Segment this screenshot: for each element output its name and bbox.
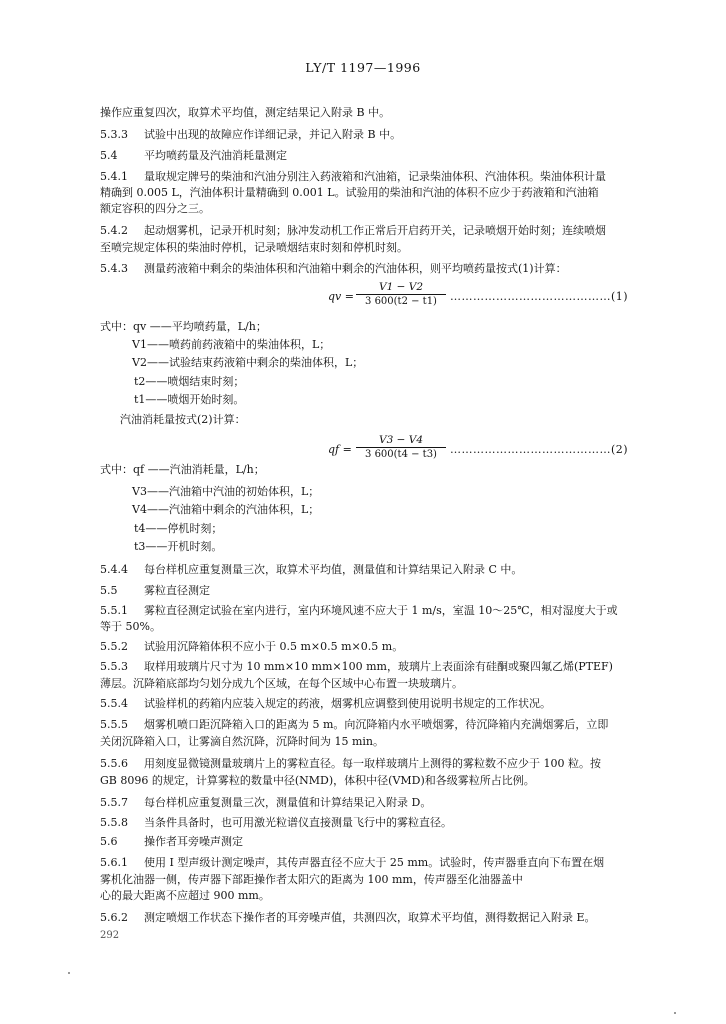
clause-line [100, 149, 287, 163]
clause-number: 5.5.5 [100, 718, 128, 731]
formula-1-tag: ……………………………………(1) [450, 290, 629, 303]
clause-line [100, 584, 210, 598]
line-text: 试验用沉降箱体积不应小于 0.5 m×0.5 m×0.5 m。 [144, 640, 404, 653]
clause-line [100, 911, 596, 925]
text-line [134, 522, 222, 536]
clause-number: 5.5.1 [100, 604, 128, 617]
clause-number: 5.5 [100, 584, 118, 597]
formula-1-denominator: 3 600(t2 − t1) [365, 296, 437, 307]
clause-line [100, 856, 604, 870]
text-line [134, 393, 244, 407]
line-text: 烟雾机喷口距沉降箱入口的距离为 5 m。向沉降箱内水平喷烟雾，待沉降箱内充满烟雾后，立即 [144, 718, 609, 731]
clause-number: 5.4.2 [100, 224, 128, 237]
clause-line [100, 660, 613, 674]
clause-number: 5.5.2 [100, 640, 128, 653]
line-text: 起动烟雾机，记录开机时刻；脉冲发动机工作正常后开启药开关，记录喷烟开始时刻；连续喷烟 [144, 224, 606, 237]
clause-number: 5.5.7 [100, 796, 128, 809]
text-line [100, 620, 161, 634]
clause-number: 5.4.1 [100, 170, 128, 183]
clause-number: 5.5.8 [100, 816, 128, 829]
clause-number: 5.4 [100, 149, 118, 162]
text-line [100, 774, 535, 788]
line-text: 试验样机的药箱内应装入规定的药液，烟雾机应调整到使用说明书规定的工作状况。 [144, 697, 551, 710]
clause-line [100, 835, 243, 849]
line-text: 操作者耳旁噪声测定 [144, 835, 243, 848]
line-text: 当条件具备时，也可用激光粒谱仪直接测量飞行中的雾粒直径。 [144, 816, 452, 829]
clause-line [100, 718, 608, 732]
text-line [100, 202, 210, 216]
text-line [132, 356, 363, 370]
clause-line [100, 224, 606, 238]
line-text: 雾粒直径测定 [144, 584, 210, 597]
clause-number: 5.5.4 [100, 697, 128, 710]
line-text: 雾粒直径测定试验在室内进行，室内环境风速不应大于 1 m/s，室温 10～25℃，相对湿度大于或 [144, 604, 618, 617]
clause-number: 5.4.4 [100, 563, 128, 576]
formula-1-numerator: V1 − V2 [356, 281, 446, 295]
text-line [100, 241, 408, 255]
text-line [100, 735, 384, 749]
line-text: 试验中出现的故障应作详细记录，并记入附录 B 中。 [144, 128, 402, 141]
clause-line [100, 757, 601, 771]
line-text: 心的最大距离不应超过 900 mm。 [100, 889, 270, 902]
text-line [134, 540, 222, 554]
clause-number: 5.5.6 [100, 757, 128, 770]
clause-number: 5.6 [100, 835, 118, 848]
text-line [100, 873, 523, 887]
text-line [132, 338, 330, 352]
line-text: V3——汽油箱中汽油的初始体积，L； [132, 485, 320, 498]
line-text: 测定喷烟工作状态下操作者的耳旁噪声值，共测四次，取算术平均值，测得数据记入附录 E。 [144, 911, 596, 924]
line-text: GB 8096 的规定，计算雾粒的数量中径(NMD)，体积中径(VMD)和各级雾粒所占比例。 [100, 774, 535, 787]
text-line [100, 106, 390, 120]
line-text: 至喷完规定体积的柴油时停机，记录喷烟结束时刻和停机时刻。 [100, 241, 408, 254]
line-text: 精确到 0.005 L，汽油体积计量精确到 0.001 L。试验用的柴油和汽油的体积不应少于药液箱和汽油箱 [100, 186, 599, 199]
clause-line [100, 563, 522, 577]
line-text: 量取规定牌号的柴油和汽油分别注入药液箱和汽油箱，记录柴油体积、汽油体积。柴油体积计量 [144, 170, 606, 183]
page-number: 292 [100, 930, 120, 941]
clause-number: 5.3.3 [100, 128, 128, 141]
line-text: 取样用玻璃片尺寸为 10 mm×10 mm×100 mm，玻璃片上表面涂有硅酮或聚四氟乙烯(PTEF) [144, 660, 613, 673]
line-text: 关闭沉降箱入口，让雾滴自然沉降，沉降时间为 15 min。 [100, 735, 385, 748]
text-line [100, 186, 599, 200]
line-text: 测量药液箱中剩余的柴油体积和汽油箱中剩余的汽油体积，则平均喷药量按式(1)计算： [144, 262, 567, 275]
line-text: 操作应重复四次，取算术平均值，测定结果记入附录 B 中。 [100, 106, 391, 119]
clause-line [100, 262, 567, 276]
line-text: 额定容积的四分之三。 [100, 202, 210, 215]
clause-number: 5.4.3 [100, 262, 128, 275]
line-text: V1——喷药前药液箱中的柴油体积，L； [132, 338, 331, 351]
line-text: V2——试验结束药液箱中剩余的柴油体积，L； [132, 356, 364, 369]
formula-2-lhs: qf = [328, 443, 352, 456]
line-text: t2——喷烟结束时刻； [134, 375, 245, 388]
line-text: 等于 50%。 [100, 620, 161, 633]
scan-speck [674, 1012, 676, 1014]
text-line [100, 320, 267, 334]
clause-line [100, 796, 431, 810]
standard-header: LY/T 1197—1996 [305, 60, 421, 75]
clause-line [100, 604, 618, 618]
line-text: 平均喷药量及汽油消耗量测定 [144, 149, 287, 162]
formula-2-numerator: V3 − V4 [356, 434, 446, 448]
clause-line [100, 170, 606, 184]
line-text: t4——停机时刻； [134, 522, 223, 535]
formula-1-lhs: qv = [328, 290, 354, 303]
line-text: V4——汽油箱中剩余的汽油体积，L； [132, 503, 320, 516]
line-text: t1——喷烟开始时刻。 [134, 393, 245, 406]
text-line [100, 889, 270, 903]
line-text: 式中：qv ——平均喷药量，L/h； [100, 320, 267, 333]
text-line [100, 463, 265, 477]
line-text: 每台样机应重复测量三次，取算术平均值，测量值和计算结果记入附录 C 中。 [144, 563, 523, 576]
text-line [132, 485, 319, 499]
clause-line [100, 697, 551, 711]
line-text: 薄层。沉降箱底部均匀划分成九个区域，在每个区域中心布置一块玻璃片。 [100, 677, 463, 690]
line-text: 用刻度显微镜测量玻璃片上的雾粒直径。每一取样玻璃片上测得的雾粒数不应少于 100 粒。按 [144, 757, 601, 770]
text-line [132, 503, 319, 517]
scan-speck [68, 972, 70, 974]
line-text: 每台样机应重复测量三次，测量值和计算结果记入附录 D。 [144, 796, 432, 809]
formula-1-fraction [356, 281, 446, 307]
clause-line [100, 128, 401, 142]
line-text: 汽油消耗量按式(2)计算： [120, 413, 246, 426]
clause-number: 5.5.3 [100, 660, 128, 673]
line-text: 使用 I 型声级计测定噪声，其传声器直径不应大于 25 mm。试验时，传声器垂直向下布置在烟 [144, 856, 605, 869]
formula-2-denominator: 3 600(t4 − t3) [365, 449, 437, 460]
formula-2-tag: ……………………………………(2) [450, 443, 629, 456]
formula-2-fraction [356, 434, 446, 460]
line-text: t3——开机时刻。 [134, 540, 223, 553]
text-line [134, 375, 244, 389]
text-line [120, 413, 246, 427]
clause-number: 5.6.2 [100, 911, 128, 924]
text-line [100, 677, 463, 691]
clause-line [100, 816, 452, 830]
line-text: 雾机化油器一侧，传声器下部距操作者太阳穴的距离为 100 mm，传声器至化油器盖中 [100, 873, 523, 886]
clause-number: 5.6.1 [100, 856, 128, 869]
line-text: 式中：qf ——汽油消耗量，L/h； [100, 463, 265, 476]
clause-line [100, 640, 403, 654]
